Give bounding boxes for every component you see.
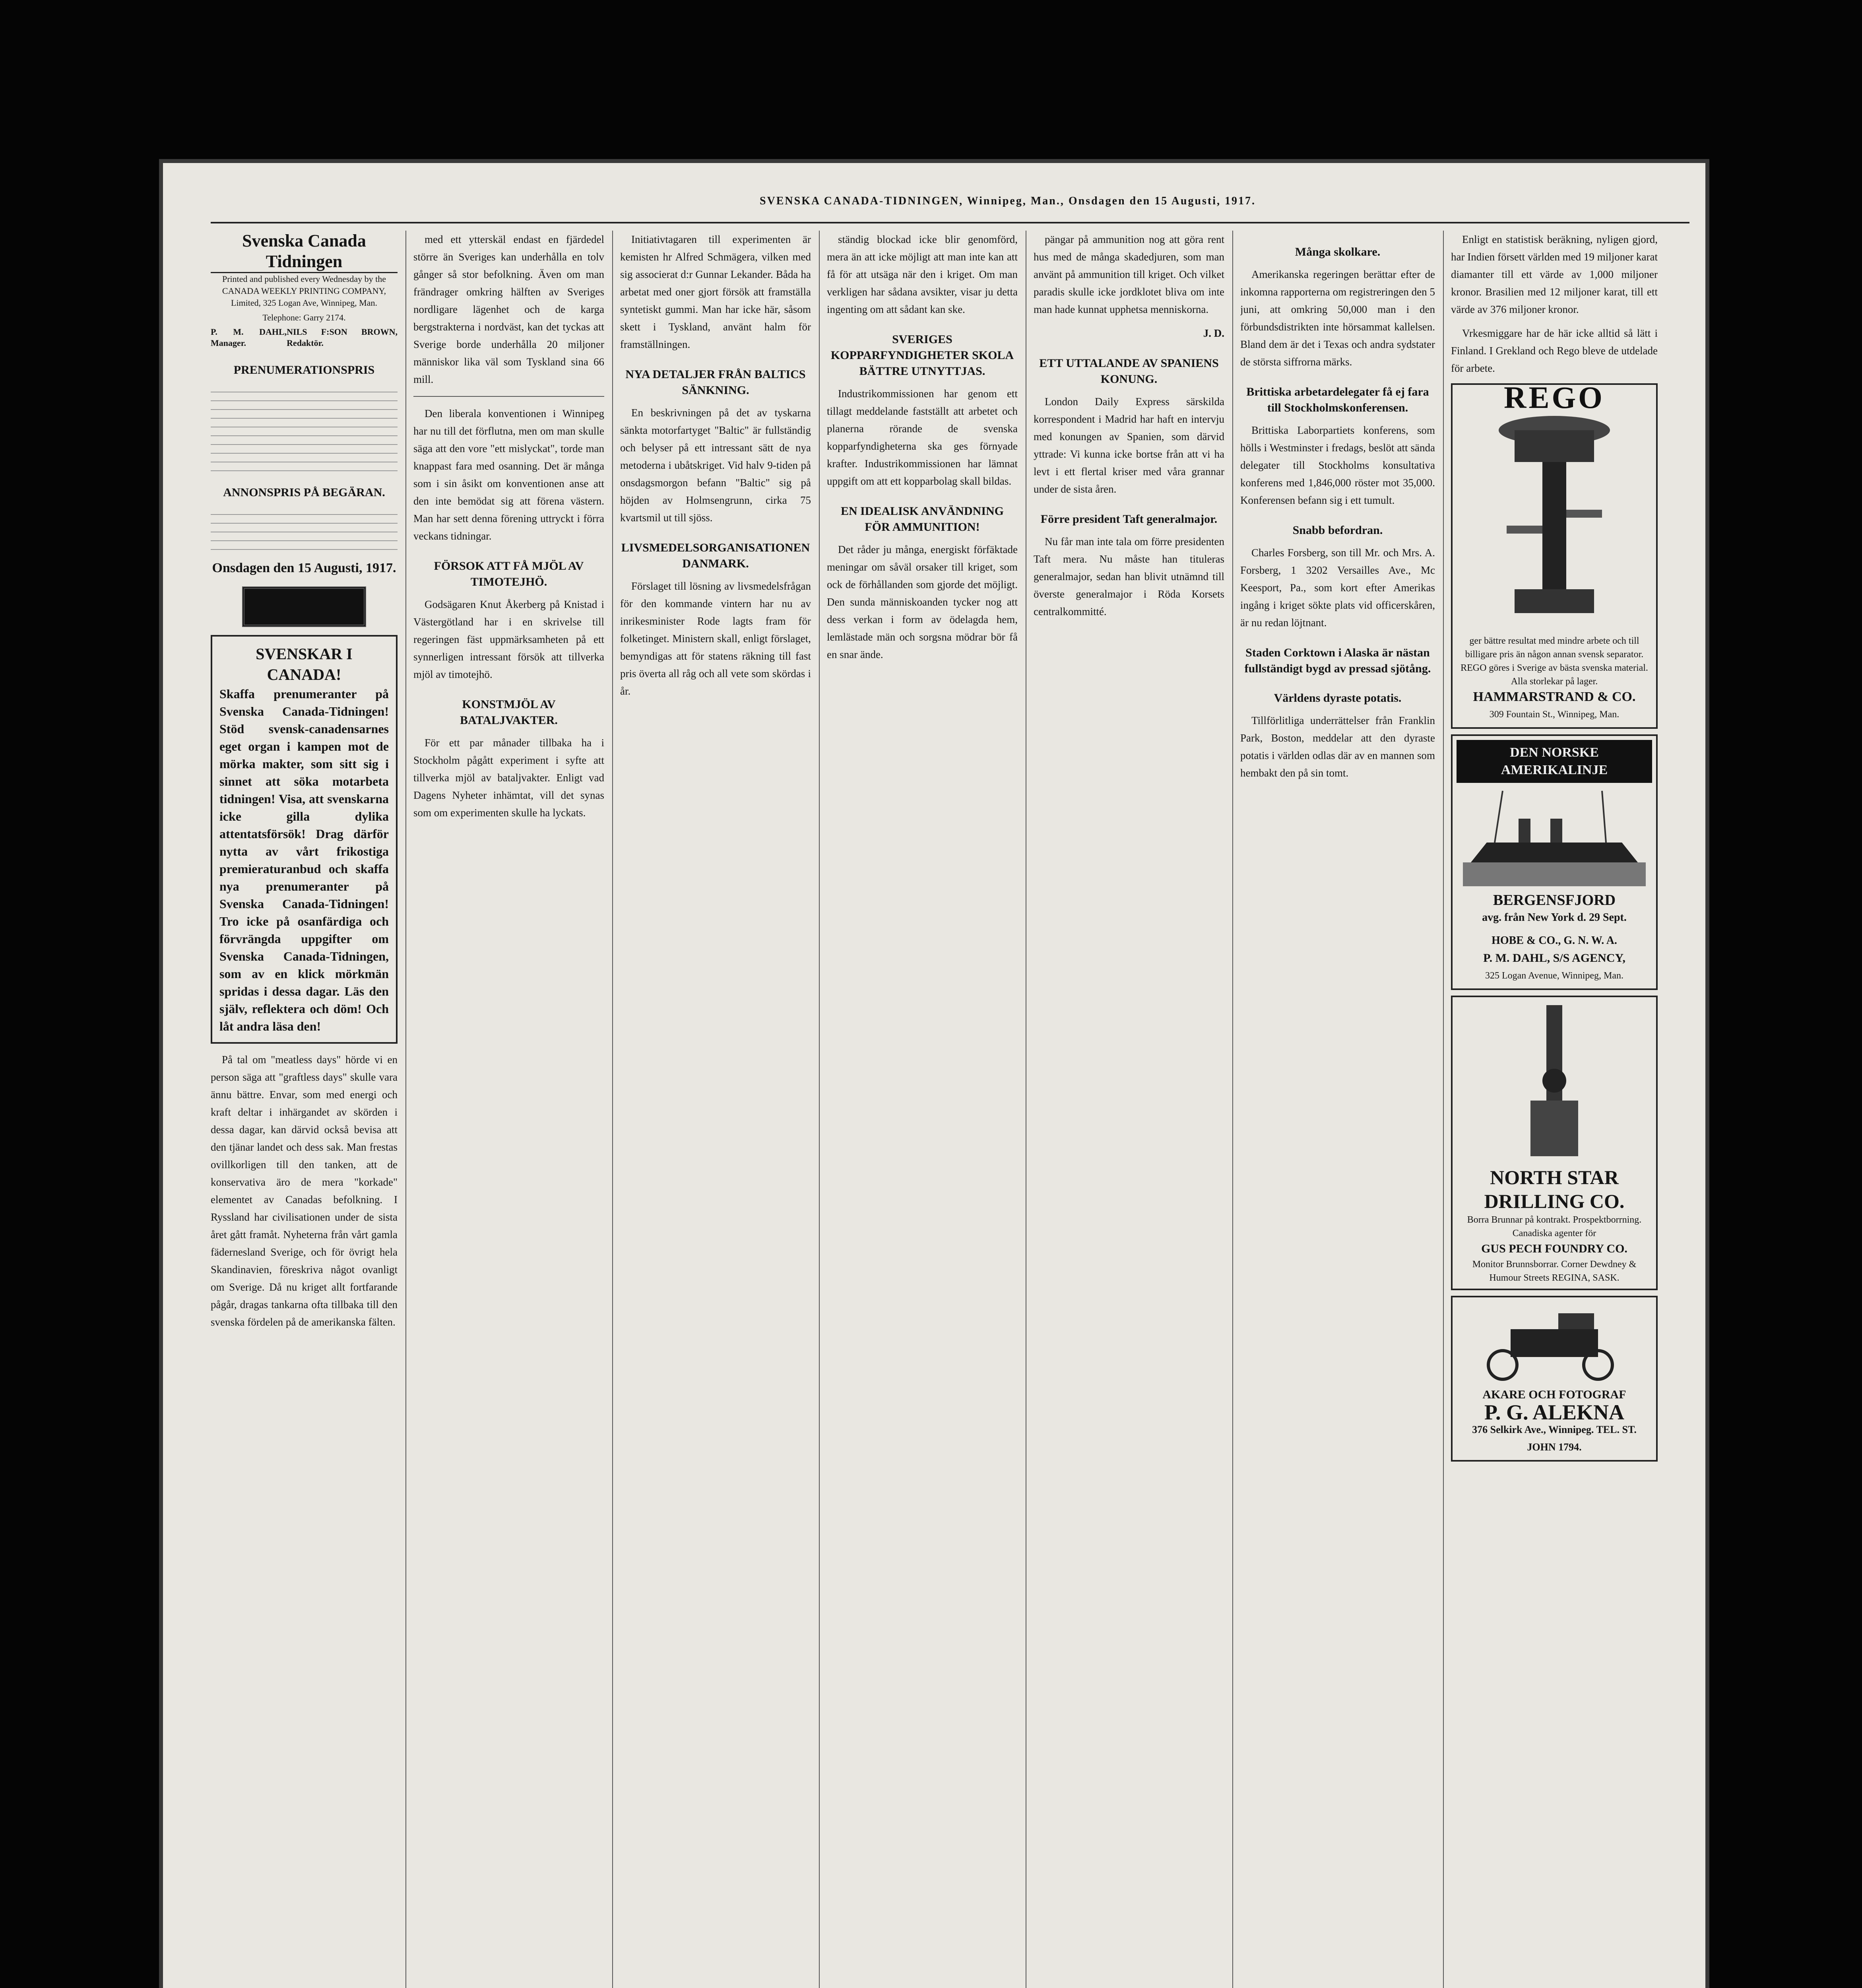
rego-company: HAMMARSTRAND & CO. xyxy=(1473,689,1636,704)
konstmjol-article: För ett par månader tillbaka ha i Stockholm pågått experiment i syfte att tillverka mjöl av bataljvakter. Enligt vad Dagens Nyheter inhämtat, vill det synas som om experimenten skulle ha lyckats. xyxy=(413,737,604,819)
alekna-name: P. G. ALEKNA xyxy=(1484,1400,1625,1424)
labor-delegates-heading: Brittiska arbetardelegater få ej fara till Stockholmskonferensen. xyxy=(1246,385,1429,414)
column-2-intro: med ett ytterskäl endast en fjärdedel större än Sveriges kan underhålla en tolv gånger så stor befolkning. Även om man frändrager omkring hälften av Sveriges nordligare lägenhet och de karga bergstrakterna i nordväst, kan det tyckas att Sverige borde underhålla 20 miljoner människor lika väl som Tyskland sina 66 mill. xyxy=(413,233,604,385)
prices-heading: PRENUMERATIONSPRIS xyxy=(233,363,375,377)
spain-king-article: London Daily Express särskilda korrespondent i Madrid har haft en intervju med konungen av Spanien, som därvid yttrade: Vi kunna icke bortse från att vi ha levt i ett flertal kriser med våra grannar under de sista åren. xyxy=(1034,396,1224,495)
ad-rates-heading: ANNONSPRIS PÅ BEGÄRAN. xyxy=(223,486,385,499)
drilling-rig-illustration xyxy=(1507,1001,1602,1160)
skolkare-heading: Många skolkare. xyxy=(1295,245,1381,258)
baltic-article: En beskrivningen på det av tyskarna sänkta motorfartyget "Baltic" är fullständig och belyser på ett intressant sätt de nya metoderna i ubåtskriget. Vid halv 9-tiden på onsdagsmorgon befann "Baltic" sig på höjden av Holmsengrunn, cirka 75 kvartsmil ut till sjöss. xyxy=(620,407,811,524)
separator xyxy=(413,396,604,397)
drilling-title: NORTH STAR DRILLING CO. xyxy=(1484,1166,1625,1212)
liberal-convention-article: Den liberala konventionen i Winnipeg har nu till det förflutna, men om man skulle säga att den vore "ett mislyckat", torde man knappast fara med osanning. Det är många som i sin åsikt om konventionen anse att den inte bemödat sig att förena västern. Man har sett denna förening uttryckt i förra veckans tidningar. xyxy=(413,408,604,542)
timotej-heading: FÖRSOK ATT FÅ MJÖL AV TIMOTEJHÖ. xyxy=(434,559,584,588)
drilling-text: Borra Brunnar på kontrakt. Prospektborrning. Canadiska agenter för xyxy=(1467,1215,1642,1239)
signature: J. D. xyxy=(1203,327,1224,339)
publisher-info: Printed and published every Wednesday by the CANADA WEEKLY PRINTING COMPANY, Limited, 325 Logan Ave, Winnipeg, Man. xyxy=(222,274,386,308)
column-3 xyxy=(620,231,811,1988)
rego-separator-ad xyxy=(1451,380,1658,729)
column-7 xyxy=(1451,231,1658,1988)
ad-rates-text xyxy=(211,506,398,550)
column-rule xyxy=(1232,231,1233,1988)
taft-article: Nu får man inte tala om förre presidenten Taft mera. Nu måste han tituleras generalmajor, sedan han blivit utnämnd till överste generalmajor i Röda Korsets centralkommitté. xyxy=(1034,536,1224,617)
cream-separator-illustration xyxy=(1491,406,1618,629)
subscription-appeal-box xyxy=(211,635,398,1044)
denmark-heading: LIVSMEDELSORGANISATIONEN DANMARK. xyxy=(621,541,810,570)
corktown-heading: Staden Corktown i Alaska är nästan fullständigt bygd av pressad sjötång. xyxy=(1244,646,1431,675)
norwegian-america-line-ad xyxy=(1451,734,1658,990)
newspaper-page xyxy=(163,163,1705,1988)
foundry-company: GUS PECH FOUNDRY CO. xyxy=(1481,1242,1627,1255)
appeal-title: SVENSKAR I CANADA! xyxy=(256,645,353,683)
spain-king-heading: ETT UTTALANDE AV SPANIENS KONUNG. xyxy=(1039,357,1219,386)
rego-address: 309 Fountain St., Winnipeg, Man. xyxy=(1489,709,1620,720)
labor-delegates-article: Brittiska Laborpartiets konferens, som hölls i Westminster i fredags, beslöt att sända delegater till Stockholms konsultativa konferens med 1,846,000 röster mot 35,000. Konferensen befann sig i ett tumult. xyxy=(1240,424,1435,506)
editor: NILS F:SON BROWN, Redaktör. xyxy=(287,327,398,348)
phone: Telephone: Garry 2174. xyxy=(262,313,346,322)
ammunition-article: Det råder ju många, energiskt förfäktade meningar om såväl orsaker till kriget, som ock de förhållanden som gjorde det möjligt. Den sunda människoanden tycker nog att dess verkan i form av ödelagda hem, lemlästade män och sorgsna mödrar bör få en snar ände. xyxy=(827,544,1018,660)
copper-heading: SVERIGES KOPPARFYNDIGHETER SKOLA BÄTTRE UTNYTTJAS. xyxy=(830,333,1014,378)
denmark-article: Förslaget till lösning av livsmedelsfrågan för den kommande vintern har nu av inrikesminister Rode lagts fram för folketinget. Ministern skall, enligt förslaget, bemyndigas att för statens räkning till fast pris överta all råg och all vete som skördas i år. xyxy=(620,580,811,697)
manager: P. M. DAHL, Manager. xyxy=(211,327,287,348)
column-4 xyxy=(827,231,1018,1988)
ship-name: BERGENSFJORD xyxy=(1493,892,1616,909)
copper-article: Industrikommissionen har genom ett tillagt meddelande fastställt att arbetet och planerna rörande de svenska kopparfyndigheterna ska ges förnyade krafter. Industrikommissionen har lämnat uppgift om att ett kopparbolag skall bildas. xyxy=(827,388,1018,487)
rego-logo: REGO xyxy=(1504,380,1605,415)
diamond-statistics: Enligt en statistisk beräkning, nyligen gjord, har Indien försett världen med 19 miljoner karat diamanter till ett värde av 1,000 miljoner kronor. Brasilien med 12 miljoner karat, till ett värde av 376 miljoner kronor. xyxy=(1451,233,1658,315)
timotej-article: Godsägaren Knut Åkerberg på Knistad i Västergötland har i en skrivelse till regeringen fäst uppmärksamheten på ett synnerligen intressant försök att tillverka mjöl av timotejhö. xyxy=(413,598,604,680)
promotion-article: Charles Forsberg, son till Mr. och Mrs. A. Forsberg, 1 3202 Versailles Ave., Mc Keesport, Pa., som kort efter Amerikas ingång i kriget sökte plats vid officerskåren, är nu redan löjtnant. xyxy=(1240,547,1435,629)
agent-address: 325 Logan Avenue, Winnipeg, Man. xyxy=(1485,971,1624,981)
alekna-subtitle: AKARE OCH FOTOGRAF xyxy=(1482,1388,1626,1401)
column-3-intro: Initiativtagaren till experimenten är kemisten hr Alfred Schmägera, vilken med sig associerat d:r Gunnar Lekander. Båda ha arbetat med oner gjort försök att framställa syntetiskt gummi. Man har icke här, såsom skett i Tyskland, använt halm för framställningen. xyxy=(620,233,811,350)
north-star-drilling-ad xyxy=(1451,996,1658,1290)
promotion-heading: Snabb befordran. xyxy=(1292,524,1383,537)
column-1 xyxy=(211,231,398,1988)
column-1-article: På tal om "meatless days" hörde vi en person säga att "graftless days" skulle vara ännu bättre. Envar, som med energi och kraft deltar i inhärgandet av skörden i dessa dagar, kan därvid också bevisa att den tjänar landet och dess sak. Man frestas ovillkorligen till den tanken, att de konservativa äro de mera "korkade" elementet av Canadas befolkning. I Ryssland har civilisationen under de sista året gått framåt. Nyheterna från vårt gamla fädernesland Sverige, och för övrigt hela Skandinavien, föreskriva något ovanligt om Sverige. Då nu kriget allt fortfarande pågår, dragas tankarna ofta tillbaka till den svenska fördelen på de amerikanska fälten. xyxy=(211,1054,398,1328)
column-4-intro: ständig blockad icke blir genomförd, mera än att icke möjligt att man inte kan att få för att utsäga när den i kriget. Om man verkligen har sådana avsikter, visar ju detta ingenting om att sådant kan ske. xyxy=(827,233,1018,315)
column-rule xyxy=(405,231,406,1988)
foundry-address: Monitor Brunnsborrar. Corner Dewdney & Humour Streets REGINA, SASK. xyxy=(1472,1259,1637,1283)
running-header: SVENSKA CANADA-TIDNINGEN, Winnipeg, Man., Onsdagen den 15 Augusti, 1917. xyxy=(759,195,1256,207)
issue-date: Onsdagen den 15 Augusti, 1917. xyxy=(212,561,396,575)
horse-carriage-illustration xyxy=(1467,1301,1642,1381)
skolkare-article: Amerikanska regeringen berättar efter de inkomna rapporterna om registreringen den 5 juni, att omkring 50,000 man i den förbundsdistrikten inte hörsammat kallelsen. Bland dem är det i Texas och andra sydstater de största siffrorna märks. xyxy=(1240,268,1435,368)
potato-heading: Världens dyraste potatis. xyxy=(1274,691,1402,705)
prices-table xyxy=(211,384,398,471)
appeal-body: Skaffa prenumeranter på Svenska Canada-Tidningen! Stöd svensk-canadensarnes eget organ i kampen mot de mörka makter, som sitt sig i sinnet att söka motarbeta tidningen! Visa, att svenskarna icke gilla dylika attentatsförsök! Drag därför nytta av vårt frikostiga premieraturanbud och skaffa nya prenumeranter på Svenska Canada-Tidningen! Tro icke på osanfärdiga och förvrängda uppgifter om Svenska Canada-Tidningen, som av en klick mörkmän spridas i dessa dagar. Läs den själv, reflektera och döm! Och låt andra läsa den! xyxy=(219,687,389,1033)
column-6 xyxy=(1240,231,1435,1988)
agent-dahl: P. M. DAHL, S/S AGENCY, xyxy=(1483,951,1625,965)
column-5-intro: pängar på ammunition nog att göra rent hus med de många skadedjuren, som man använt på ammunition till kriget. Och vilket paradis skulle icke jordklotet bliva om inte man hade kunnat upphetsa menniskorna. xyxy=(1034,233,1224,315)
taft-heading: Förre president Taft generalmajor. xyxy=(1040,513,1218,526)
union-label-stamp xyxy=(242,586,366,627)
column-7-note: Vrkesmiggare har de här icke alltid så lätt i Finland. I Grekland och Rego bleve de utdelade för arbete. xyxy=(1451,327,1658,374)
column-2 xyxy=(413,231,604,1988)
line-logo: DEN NORSKE AMERIKALINJE xyxy=(1457,740,1652,783)
agent-hobe: HOBE & CO., G. N. W. A. xyxy=(1492,934,1617,947)
column-rule xyxy=(819,231,820,1988)
ammunition-heading: EN IDEALISK ANVÄNDNING FÖR AMMUNITION! xyxy=(840,505,1004,534)
column-rule xyxy=(612,231,613,1988)
column-5 xyxy=(1034,231,1224,1988)
alekna-photographer-ad xyxy=(1451,1296,1658,1462)
alekna-address: 376 Selkirk Ave., Winnipeg. TEL. ST. JOHN 1794. xyxy=(1472,1424,1637,1453)
baltic-heading: NYA DETALJER FRÅN BALTICS SÄNKNING. xyxy=(625,368,806,397)
konstmjol-heading: KONSTMJÖL AV BATALJVAKTER. xyxy=(460,698,558,727)
header-rule xyxy=(211,222,1689,223)
steamship-illustration xyxy=(1463,783,1646,886)
masthead-title: Svenska Canada Tidningen xyxy=(211,231,398,273)
rego-description: ger bättre resultat med mindre arbete och till billigare pris än någon annan svensk separator. REGO göres i Sverige av bästa svenska material. Alla storlekar på lager. xyxy=(1461,636,1648,687)
column-rule xyxy=(1443,231,1444,1988)
potato-article: Tillförlitliga underrättelser från Franklin Park, Boston, meddelar att den dyraste potatis i världen odlas där av en mannen som hembakt den på sin tomt. xyxy=(1240,714,1435,779)
departure: avg. från New York d. 29 Sept. xyxy=(1482,911,1627,924)
